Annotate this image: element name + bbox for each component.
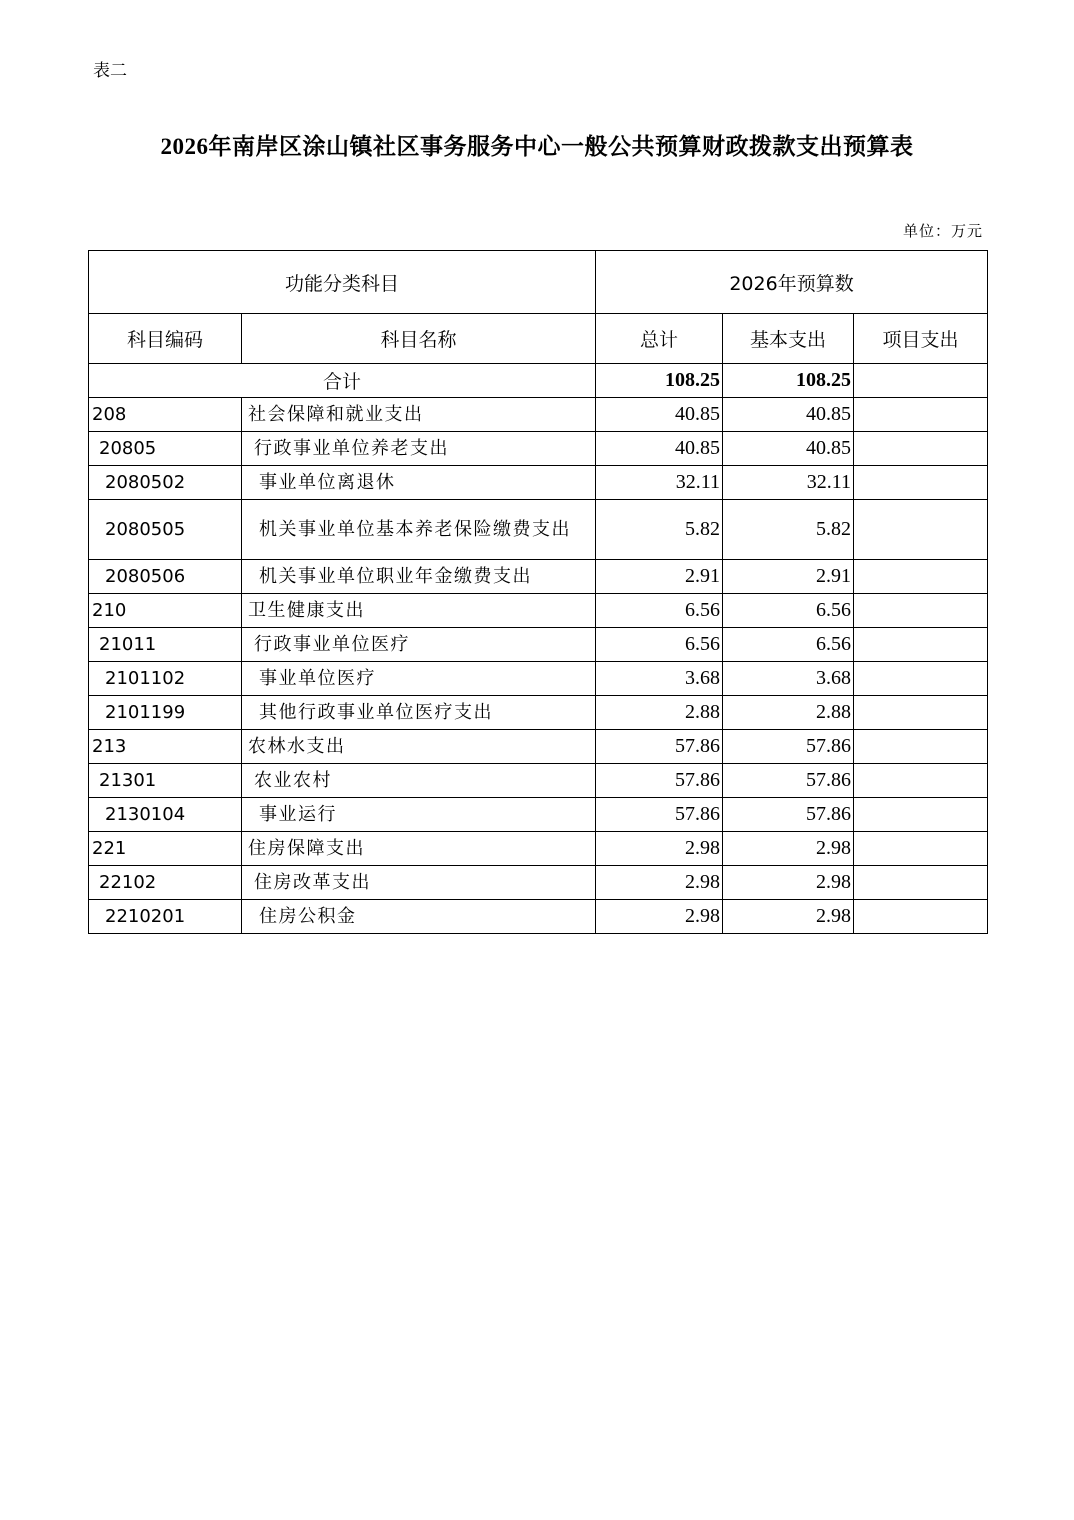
row-basic: 2.91 xyxy=(723,560,854,594)
row-code: 2210201 xyxy=(89,900,242,934)
row-basic: 57.86 xyxy=(723,730,854,764)
row-basic: 2.98 xyxy=(723,832,854,866)
table-row xyxy=(89,866,988,900)
row-project xyxy=(854,594,988,628)
row-basic: 32.11 xyxy=(723,466,854,500)
row-total: 57.86 xyxy=(596,764,723,798)
header-basic: 基本支出 xyxy=(723,314,854,364)
row-basic: 5.82 xyxy=(723,500,854,560)
header-budget-year: 2026年预算数 xyxy=(596,251,988,314)
table-row xyxy=(89,560,988,594)
row-name: 事业单位离退休 xyxy=(242,466,596,500)
table-row xyxy=(89,900,988,934)
table-row xyxy=(89,466,988,500)
table-body xyxy=(89,364,988,934)
row-total: 2.91 xyxy=(596,560,723,594)
row-project xyxy=(854,866,988,900)
row-name: 住房公积金 xyxy=(242,900,596,934)
row-name: 住房改革支出 xyxy=(242,866,596,900)
row-basic: 40.85 xyxy=(723,432,854,466)
row-total: 2.98 xyxy=(596,866,723,900)
table-row xyxy=(89,662,988,696)
row-project xyxy=(854,560,988,594)
row-total: 40.85 xyxy=(596,398,723,432)
row-project xyxy=(854,832,988,866)
row-project xyxy=(854,466,988,500)
row-total: 2.98 xyxy=(596,832,723,866)
table-row xyxy=(89,730,988,764)
row-total: 2.98 xyxy=(596,900,723,934)
row-name: 事业单位医疗 xyxy=(242,662,596,696)
row-basic: 3.68 xyxy=(723,662,854,696)
table-row xyxy=(89,628,988,662)
table-row xyxy=(89,832,988,866)
total-label: 合计 xyxy=(89,364,596,398)
row-name: 社会保障和就业支出 xyxy=(242,398,596,432)
row-project xyxy=(854,730,988,764)
row-name: 农林水支出 xyxy=(242,730,596,764)
unit-label: 单位：万元 xyxy=(902,222,983,240)
row-total: 6.56 xyxy=(596,628,723,662)
total-row xyxy=(89,364,988,398)
row-total: 57.86 xyxy=(596,798,723,832)
row-code: 20805 xyxy=(89,432,242,466)
row-basic: 2.88 xyxy=(723,696,854,730)
row-project xyxy=(854,798,988,832)
row-name: 卫生健康支出 xyxy=(242,594,596,628)
row-code: 2080506 xyxy=(89,560,242,594)
row-total: 2.88 xyxy=(596,696,723,730)
row-name: 机关事业单位基本养老保险缴费支出 xyxy=(242,500,596,560)
row-project xyxy=(854,628,988,662)
total-project xyxy=(854,364,988,398)
row-basic: 2.98 xyxy=(723,900,854,934)
row-basic: 6.56 xyxy=(723,594,854,628)
table-row xyxy=(89,696,988,730)
row-total: 40.85 xyxy=(596,432,723,466)
row-project xyxy=(854,764,988,798)
row-total: 6.56 xyxy=(596,594,723,628)
row-project xyxy=(854,398,988,432)
header-column-row xyxy=(89,314,988,364)
header-name: 科目名称 xyxy=(242,314,596,364)
table-row xyxy=(89,798,988,832)
table-row xyxy=(89,432,988,466)
page-title: 2026年南岸区涂山镇社区事务服务中心一般公共预算财政拨款支出预算表 xyxy=(160,134,914,159)
doc-label: 表二 xyxy=(93,61,127,81)
header-project: 项目支出 xyxy=(854,314,988,364)
row-name: 行政事业单位医疗 xyxy=(242,628,596,662)
row-name: 住房保障支出 xyxy=(242,832,596,866)
table-row xyxy=(89,764,988,798)
row-project xyxy=(854,500,988,560)
row-basic: 57.86 xyxy=(723,764,854,798)
header-function-category: 功能分类科目 xyxy=(89,251,596,314)
row-code: 213 xyxy=(89,730,242,764)
row-code: 2130104 xyxy=(89,798,242,832)
row-name: 其他行政事业单位医疗支出 xyxy=(242,696,596,730)
row-code: 2080505 xyxy=(89,500,242,560)
row-name: 行政事业单位养老支出 xyxy=(242,432,596,466)
row-total: 5.82 xyxy=(596,500,723,560)
row-code: 21011 xyxy=(89,628,242,662)
row-total: 32.11 xyxy=(596,466,723,500)
row-name: 事业运行 xyxy=(242,798,596,832)
row-code: 2080502 xyxy=(89,466,242,500)
table-row xyxy=(89,398,988,432)
row-basic: 6.56 xyxy=(723,628,854,662)
row-code: 21301 xyxy=(89,764,242,798)
row-basic: 57.86 xyxy=(723,798,854,832)
header-code: 科目编码 xyxy=(89,314,242,364)
row-basic: 2.98 xyxy=(723,866,854,900)
row-total: 3.68 xyxy=(596,662,723,696)
total-basic: 108.25 xyxy=(723,364,854,398)
row-name: 机关事业单位职业年金缴费支出 xyxy=(242,560,596,594)
row-name: 农业农村 xyxy=(242,764,596,798)
row-project xyxy=(854,696,988,730)
row-code: 22102 xyxy=(89,866,242,900)
row-code: 2101102 xyxy=(89,662,242,696)
row-basic: 40.85 xyxy=(723,398,854,432)
budget-table xyxy=(88,250,988,934)
row-project xyxy=(854,662,988,696)
table-row xyxy=(89,500,988,560)
header-total: 总计 xyxy=(596,314,723,364)
row-project xyxy=(854,432,988,466)
row-total: 57.86 xyxy=(596,730,723,764)
table-row xyxy=(89,594,988,628)
row-code: 221 xyxy=(89,832,242,866)
row-project xyxy=(854,900,988,934)
total-total: 108.25 xyxy=(596,364,723,398)
header-group-row xyxy=(89,251,988,314)
row-code: 2101199 xyxy=(89,696,242,730)
row-code: 208 xyxy=(89,398,242,432)
row-code: 210 xyxy=(89,594,242,628)
